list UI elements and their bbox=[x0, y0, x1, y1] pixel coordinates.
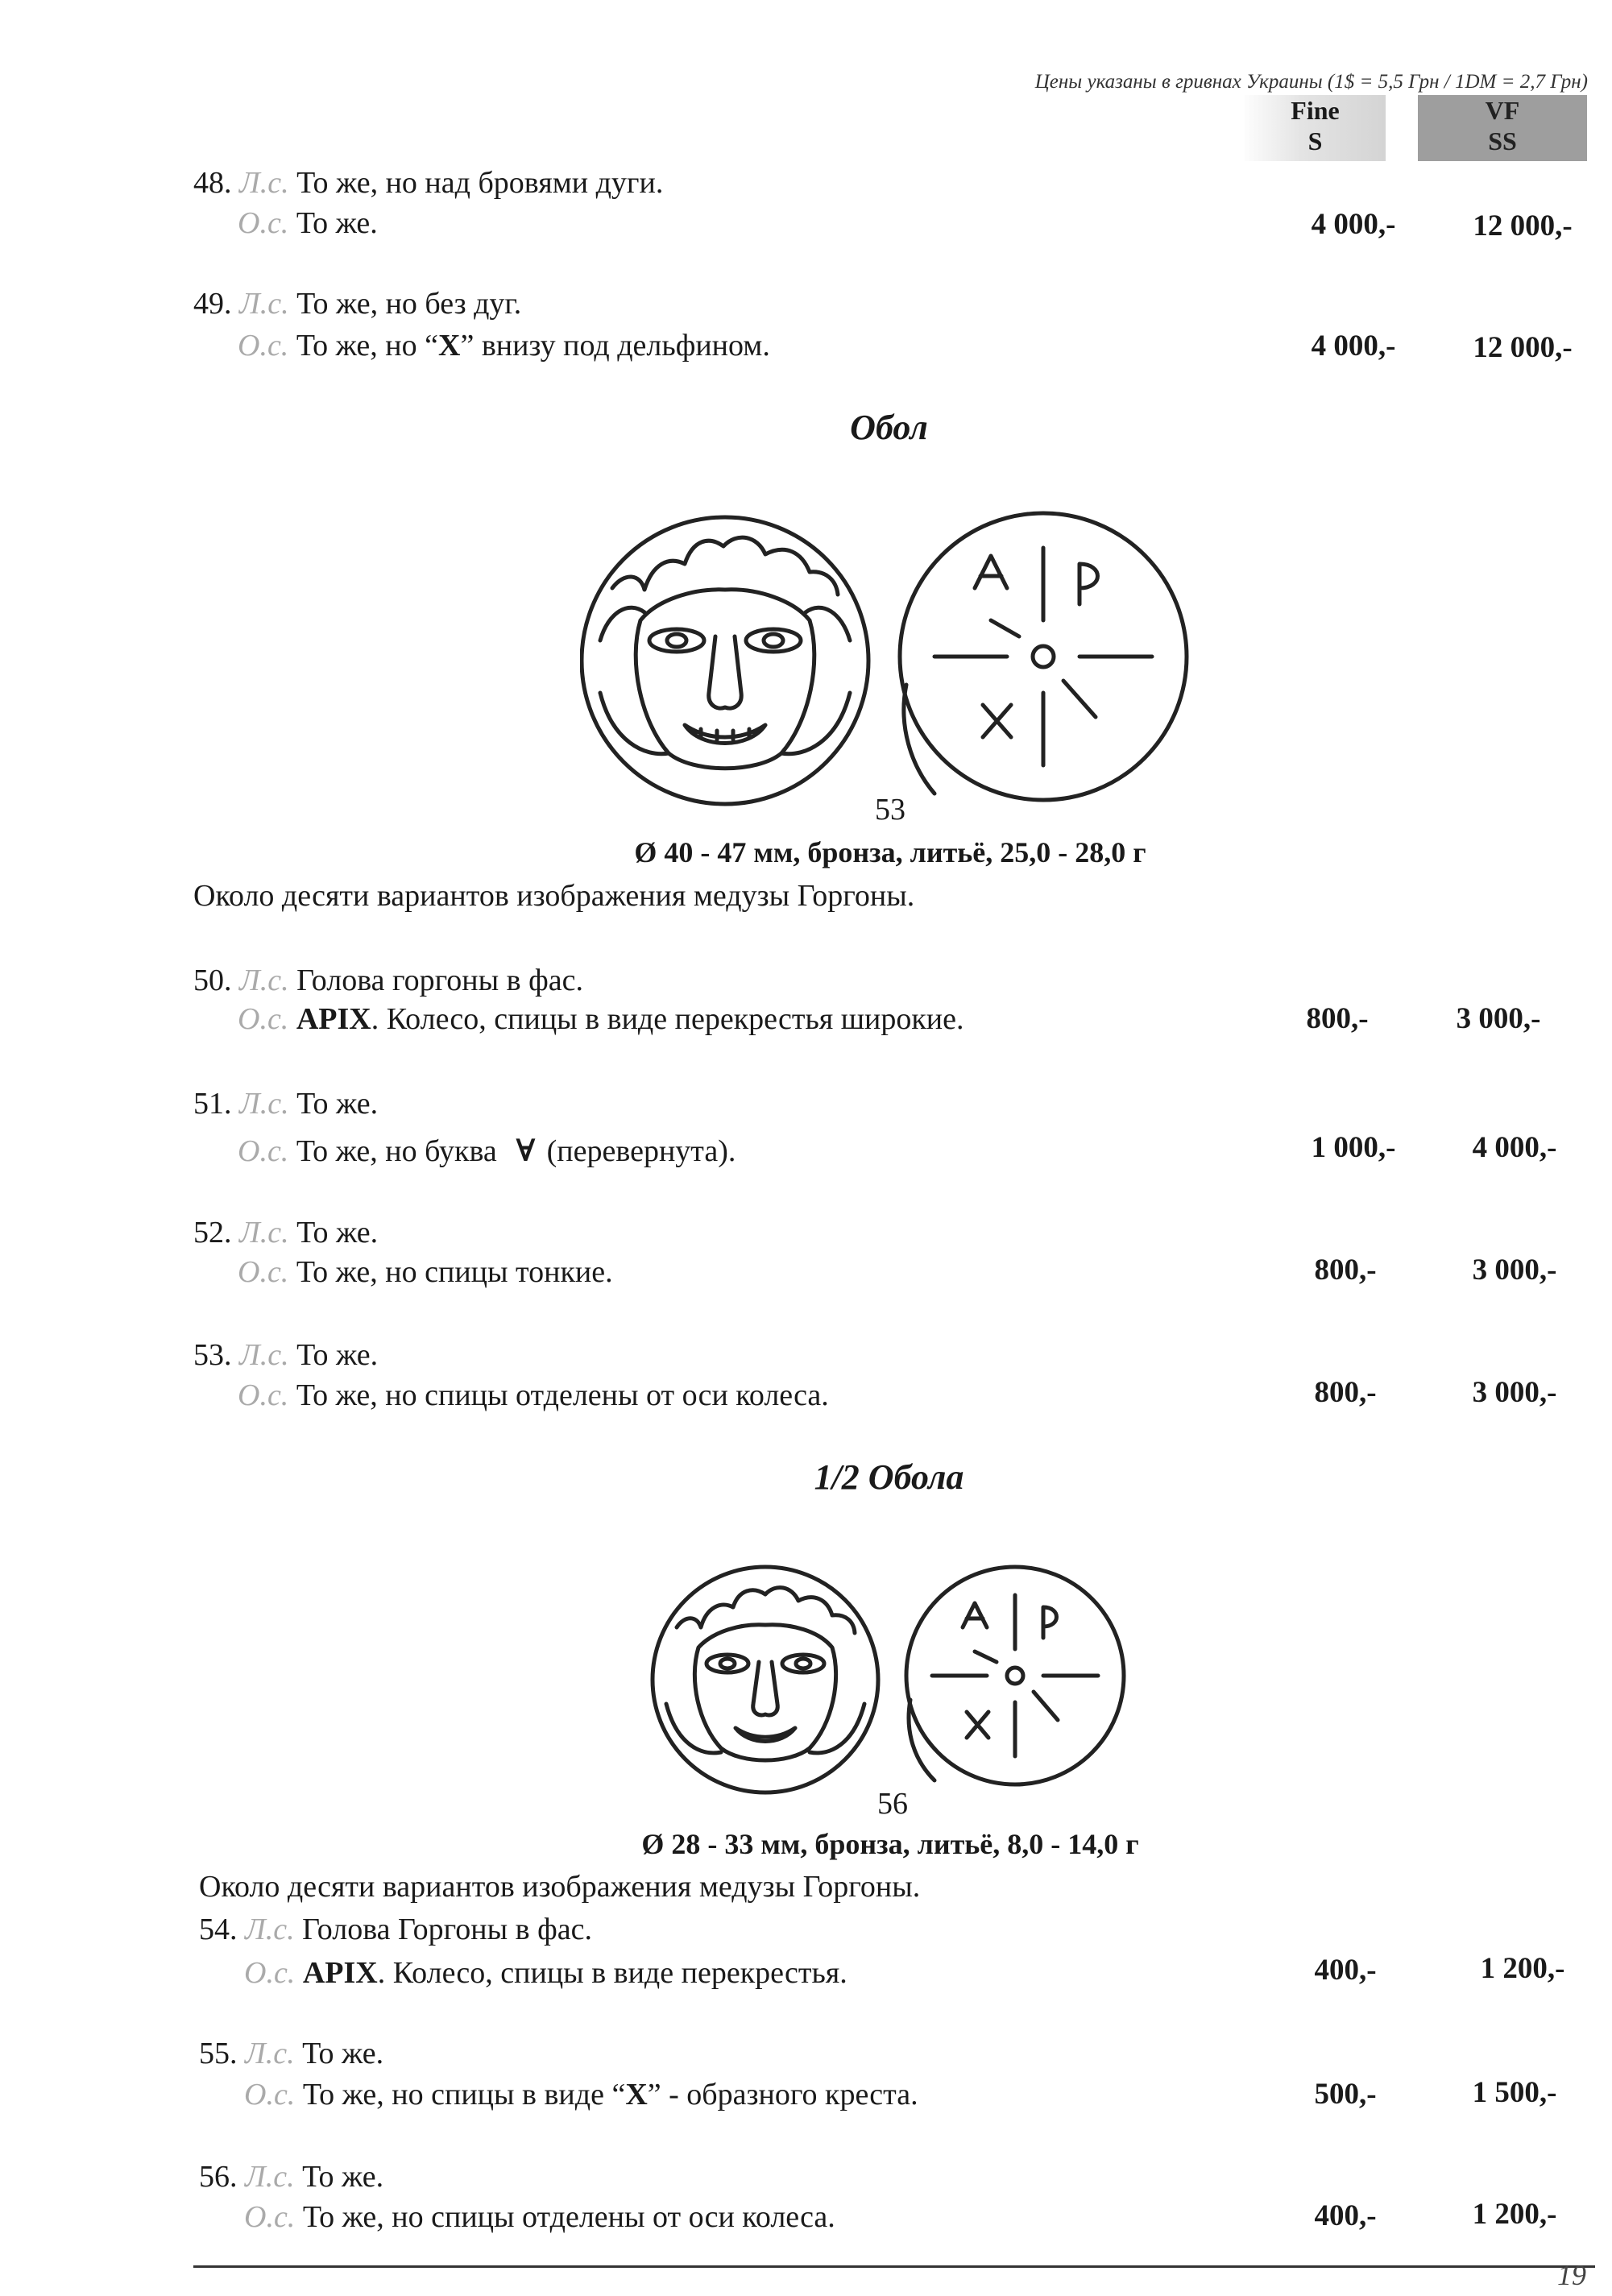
reverse-text-tail: . Колесо, спицы в виде перекрестья. bbox=[377, 1956, 847, 1990]
half-obol-obverse-gorgon-image bbox=[653, 1567, 878, 1792]
reverse-abbr: О.с. bbox=[244, 2078, 296, 2112]
obverse-text: То же. bbox=[296, 1216, 379, 1250]
reverse-text: То же, но “ bbox=[296, 329, 438, 363]
half-obol-coin-illustration bbox=[649, 1559, 1148, 1801]
entry-56-reverse bbox=[244, 2199, 835, 2235]
footer-rule bbox=[193, 2265, 1595, 2268]
entry-54-reverse bbox=[244, 1955, 847, 1991]
reverse-text: То же, но спицы тонкие. bbox=[296, 1255, 613, 1289]
entry-53-price-fine: 800,- bbox=[1314, 1376, 1377, 1409]
inverted-letter-glyph: ∀ bbox=[516, 1134, 536, 1168]
obol-reverse-wheel-image bbox=[900, 513, 1187, 800]
entry-51-reverse bbox=[238, 1132, 736, 1169]
entry-51-price-fine: 1 000,- bbox=[1311, 1131, 1396, 1164]
entry-number: 52. bbox=[193, 1216, 232, 1250]
section-title-half-obol: 1/2 Обола bbox=[814, 1457, 964, 1497]
half-obol-variants-note: Около десяти вариантов изображения медузы Горгоны. bbox=[199, 1870, 921, 1904]
entry-number: 54. bbox=[199, 1913, 238, 1946]
entry-number: 50. bbox=[193, 964, 232, 997]
entry-52-reverse bbox=[238, 1254, 613, 1290]
entry-52-obverse bbox=[193, 1215, 378, 1250]
entry-number: 56. bbox=[199, 2160, 238, 2194]
obverse-abbr: Л.с. bbox=[239, 1338, 289, 1372]
entry-49-price-vf: 12 000,- bbox=[1473, 331, 1573, 364]
obverse-text: То же, но над бровями дуги. bbox=[296, 166, 664, 200]
entry-49-reverse bbox=[238, 328, 770, 363]
entry-48-obverse bbox=[193, 165, 663, 201]
obol-coin-illustration bbox=[580, 499, 1216, 822]
obverse-abbr: Л.с. bbox=[239, 1216, 289, 1250]
entry-54-price-fine: 400,- bbox=[1314, 1954, 1377, 1987]
entry-50-price-vf: 3 000,- bbox=[1456, 1002, 1541, 1035]
obverse-abbr: Л.с. bbox=[245, 2037, 295, 2070]
obol-obverse-gorgon-image bbox=[582, 517, 868, 804]
reverse-abbr: О.с. bbox=[238, 329, 289, 363]
obverse-abbr: Л.с. bbox=[239, 166, 289, 200]
obverse-text: То же, но без дуг. bbox=[296, 287, 522, 321]
reverse-bold-text: X bbox=[625, 2078, 648, 2112]
obverse-abbr: Л.с. bbox=[239, 1087, 289, 1121]
entry-54-obverse bbox=[199, 1912, 592, 1947]
reverse-text: То же. bbox=[296, 206, 378, 240]
entry-55-obverse bbox=[199, 2036, 383, 2071]
entry-number: 51. bbox=[193, 1087, 232, 1121]
half-obol-coin-number: 56 bbox=[877, 1787, 908, 1821]
reverse-text-tail: (перевернута). bbox=[546, 1134, 736, 1168]
reverse-text: То же, но буква bbox=[296, 1134, 497, 1168]
entry-48-price-vf: 12 000,- bbox=[1473, 209, 1573, 242]
obverse-text: То же. bbox=[302, 2037, 384, 2070]
reverse-abbr: О.с. bbox=[238, 1255, 289, 1289]
obverse-text: Голова Горгоны в фас. bbox=[302, 1913, 592, 1946]
page-number: 19 bbox=[1557, 2259, 1586, 2291]
obverse-abbr: Л.с. bbox=[239, 964, 289, 997]
obol-caption: Ø 40 - 47 мм, бронза, литьё, 25,0 - 28,0 г bbox=[634, 836, 1146, 868]
entry-52-price-vf: 3 000,- bbox=[1472, 1254, 1557, 1287]
entry-53-obverse bbox=[193, 1337, 378, 1373]
column-header-fine-label: Fine bbox=[1291, 96, 1340, 125]
reverse-text-tail: . Колесо, спицы в виде перекрестья широкие. bbox=[371, 1002, 964, 1036]
obol-coin-number: 53 bbox=[875, 793, 905, 827]
entry-56-obverse bbox=[199, 2159, 383, 2194]
entry-48-price-fine: 4 000,- bbox=[1311, 208, 1396, 241]
entry-50-reverse bbox=[238, 1001, 964, 1037]
entry-52-price-fine: 800,- bbox=[1314, 1254, 1377, 1287]
entry-53-reverse bbox=[238, 1378, 829, 1413]
reverse-bold-text: APIX bbox=[296, 1002, 371, 1036]
reverse-bold-text: X bbox=[438, 329, 461, 363]
reverse-abbr: О.с. bbox=[244, 1956, 296, 1990]
obol-variants-note: Около десяти вариантов изображения медузы Горгоны. bbox=[193, 879, 915, 913]
obverse-abbr: Л.с. bbox=[239, 287, 289, 321]
half-obol-reverse-wheel-image bbox=[906, 1567, 1124, 1784]
obverse-text: Голова горгоны в фас. bbox=[296, 964, 583, 997]
reverse-text: То же, но спицы отделены от оси колеса. bbox=[302, 2200, 835, 2234]
obverse-text: То же. bbox=[296, 1338, 379, 1372]
entry-51-obverse bbox=[193, 1086, 378, 1121]
column-header-fine bbox=[1245, 95, 1386, 161]
entry-51-price-vf: 4 000,- bbox=[1472, 1131, 1557, 1164]
reverse-abbr: О.с. bbox=[238, 1134, 289, 1168]
section-title-obol: Обол bbox=[850, 408, 928, 447]
entry-50-obverse bbox=[193, 963, 583, 998]
column-header-vf bbox=[1418, 95, 1587, 161]
entry-56-price-fine: 400,- bbox=[1314, 2199, 1377, 2232]
column-header-vf-sub: SS bbox=[1488, 126, 1517, 155]
entry-number: 49. bbox=[193, 287, 232, 321]
entry-48-reverse bbox=[238, 205, 378, 241]
entry-number: 53. bbox=[193, 1338, 232, 1372]
entry-55-price-fine: 500,- bbox=[1314, 2078, 1377, 2111]
entry-55-reverse bbox=[244, 2077, 918, 2112]
entry-56-price-vf: 1 200,- bbox=[1472, 2198, 1557, 2231]
reverse-abbr: О.с. bbox=[238, 206, 289, 240]
entry-number: 55. bbox=[199, 2037, 238, 2070]
reverse-text-tail: ” внизу под дельфином. bbox=[460, 329, 770, 363]
entry-55-price-vf: 1 500,- bbox=[1472, 2076, 1557, 2109]
reverse-text: То же, но спицы в виде “ bbox=[302, 2078, 626, 2112]
reverse-text-tail: ” - образного креста. bbox=[647, 2078, 918, 2112]
obverse-text: То же. bbox=[296, 1087, 379, 1121]
entry-53-price-vf: 3 000,- bbox=[1472, 1376, 1557, 1409]
half-obol-caption: Ø 28 - 33 мм, бронза, литьё, 8,0 - 14,0 г bbox=[641, 1828, 1139, 1860]
reverse-abbr: О.с. bbox=[244, 2200, 296, 2234]
column-header-fine-sub: S bbox=[1307, 126, 1323, 155]
column-header-vf-label: VF bbox=[1485, 96, 1520, 125]
entry-49-price-fine: 4 000,- bbox=[1311, 329, 1396, 363]
reverse-abbr: О.с. bbox=[238, 1378, 289, 1412]
obverse-abbr: Л.с. bbox=[245, 1913, 295, 1946]
entry-49-obverse bbox=[193, 286, 521, 321]
entry-50-price-fine: 800,- bbox=[1306, 1002, 1369, 1035]
entry-number: 48. bbox=[193, 166, 232, 200]
reverse-text: То же, но спицы отделены от оси колеса. bbox=[296, 1378, 829, 1412]
obverse-abbr: Л.с. bbox=[245, 2160, 295, 2194]
obverse-text: То же. bbox=[302, 2160, 384, 2194]
reverse-bold-text: APIX bbox=[302, 1956, 378, 1990]
reverse-abbr: О.с. bbox=[238, 1002, 289, 1036]
entry-54-price-vf: 1 200,- bbox=[1480, 1952, 1565, 1985]
price-currency-note: Цены указаны в гривнах Украины (1$ = 5,5 Грн / 1DM = 2,7 Грн) bbox=[1034, 71, 1588, 93]
